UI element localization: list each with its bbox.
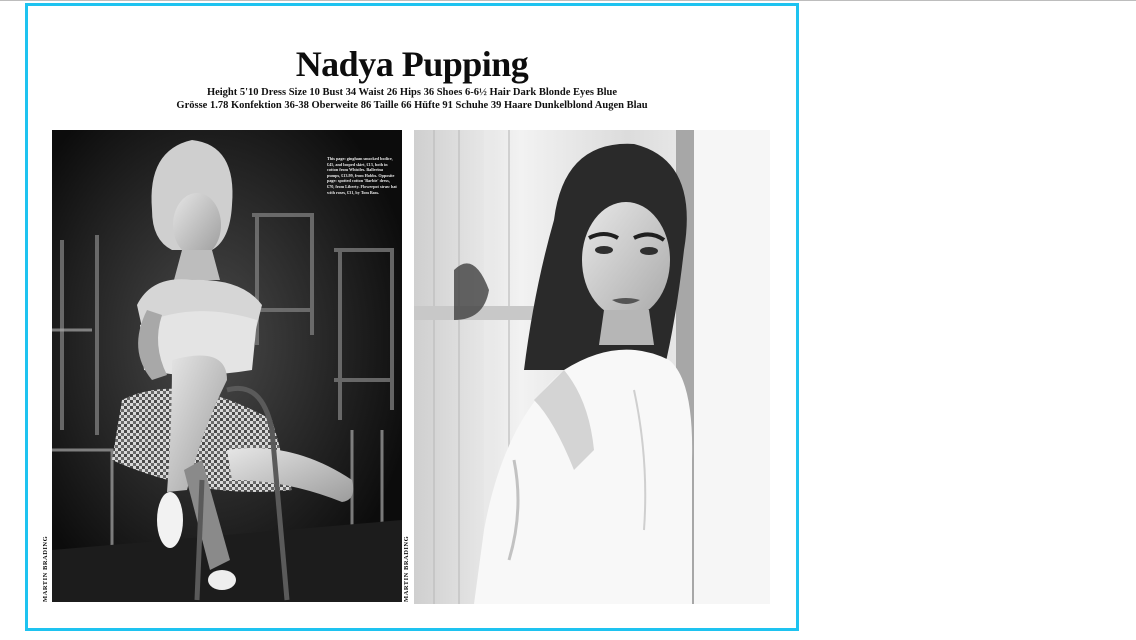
stats-english: Height 5'10 Dress Size 10 Bust 34 Waist 26 Hips 36 Shoes 6-6½ Hair Dark Blonde Eyes Blue — [206, 87, 618, 98]
model-comp-card[interactable] — [25, 3, 799, 631]
photo-left-seated-model — [52, 130, 402, 602]
photo-right-portrait — [414, 130, 770, 604]
photo-left-image — [52, 130, 402, 602]
model-name: Nadya Pupping — [295, 44, 529, 84]
model-stats — [28, 86, 796, 112]
top-divider — [0, 0, 1136, 1]
photo-right-image — [414, 130, 770, 604]
fashion-caption: This page: gingham smocked bodice, £45, and looped skirt, £13, both in cotton from Whistles. Ballerina pumps, £13.99, from Hobbs. Opposite page: spotted cotton 'Barbie' dress, £70, from Liberty. Flowerpot straw hat with roses, £31, by Tom Bass. — [327, 156, 397, 195]
photo-credit-right: MARTIN BRADING — [403, 535, 410, 602]
photo-credit-left: MARTIN BRADING — [42, 535, 49, 602]
stats-german: Grösse 1.78 Konfektion 36-38 Oberweite 86 Taille 66 Hüfte 91 Schuhe 39 Haare Dunkelblond Augen Blau — [176, 100, 648, 111]
